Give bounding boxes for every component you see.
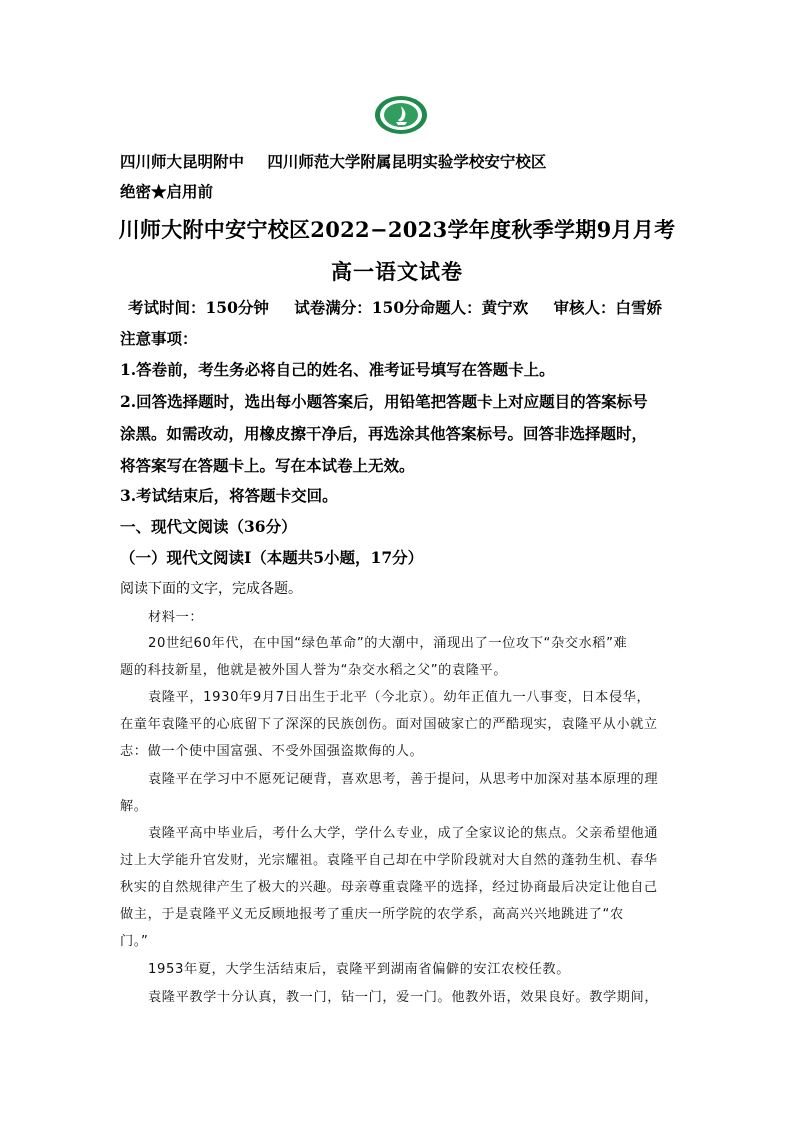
exam-time: 考试时间：150分钟 [128,298,269,317]
school-name-1: 四川师大昆明附中 [120,152,245,171]
material-label: 材料一： [148,610,204,625]
material-line: 袁隆平，1930年9月7日出生于北平（今北京）。幼年正值九一八事变，日本侵华， [148,690,651,705]
school-names [120,150,546,172]
material-line: 袁隆平教学十分认真，教一门，钻一门，爱一门。他教外语，效果良好。教学期间， [148,990,659,1005]
material-line: 题的科技新星，他就是被外国人誉为“杂交水稻之父”的袁隆平。 [120,663,508,678]
confidential-label: 绝密★启用前 [120,182,214,201]
material-line: 20世纪60年代，在中国“绿色革命”的大潮中，涌现出了一位攻下“杂交水稻”难 [148,636,628,651]
instruction-line: 2.回答选择题时，选出每小题答案后，用铅笔把答题卡上对应题目的答案标号 [120,392,648,411]
exam-meta [128,296,682,318]
instruction-line: 将答案写在答题卡上。写在本试卷上无效。 [120,456,415,475]
exam-title: 川师大附中安宁校区2022−2023学年度秋季学期9月月考 [118,217,676,242]
exam-subtitle: 高一语文试卷 [331,259,463,284]
material-line: 解。 [120,799,148,814]
instruction-line: 涂黑。如需改动，用橡皮擦干净后，再选涂其他答案标号。回答非选择题时， [120,424,648,443]
material-line: 1953年夏，大学生活结束后，袁隆平到湖南省偏僻的安江农校任教。 [148,962,571,977]
material-line: 秋实的自然规律产生了极大的兴趣。母亲尊重袁隆平的选择，经过协商最后决定让他自己 [120,880,658,895]
material-line: 袁隆平高中毕业后，考什么大学，学什么专业，成了全家议论的焦点。父亲希望他通 [148,826,659,841]
material-line: 做主，于是袁隆平义无反顾地报考了重庆一所学院的农学系，高高兴兴地跳进了“农 [120,907,624,922]
reading-directive: 阅读下面的文字，完成各题。 [120,581,302,597]
subsection-title: （一）现代文阅读Ⅰ（本题共5小题，17分） [120,548,424,567]
school-name-2: 四川师范大学附属昆明实验学校安宁校区 [267,152,547,171]
instruction-line: 3.考试结束后，将答题卡交回。 [120,486,338,505]
material-line: 过上大学能升官发财，光宗耀祖。袁隆平自己却在中学阶段就对大自然的蓬勃生机、春华 [120,853,658,868]
material-line: 志：做一个使中国富强、不受外国强盗欺侮的人。 [120,744,424,759]
material-line: 门。” [120,934,149,949]
exam-reviewer: 审核人：白雪娇 [553,298,663,317]
notice-heading: 注意事项： [120,329,198,348]
material-line: 袁隆平在学习中不愿死记硬背，喜欢思考，善于提问，从思考中加深对基本原理的理 [148,772,659,787]
section-title: 一、现代文阅读（36分） [120,517,297,536]
school-logo-icon [374,95,428,135]
material-line: 在童年袁隆平的心底留下了深深的民族创伤。面对国破家亡的严酷现实，袁隆平从小就立 [120,717,658,732]
exam-full-score: 试卷满分：150分命题人：黄宁欢 [294,298,529,317]
instruction-line: 1.答卷前，考生务必将自己的姓名、准考证号填写在答题卡上。 [120,360,555,379]
